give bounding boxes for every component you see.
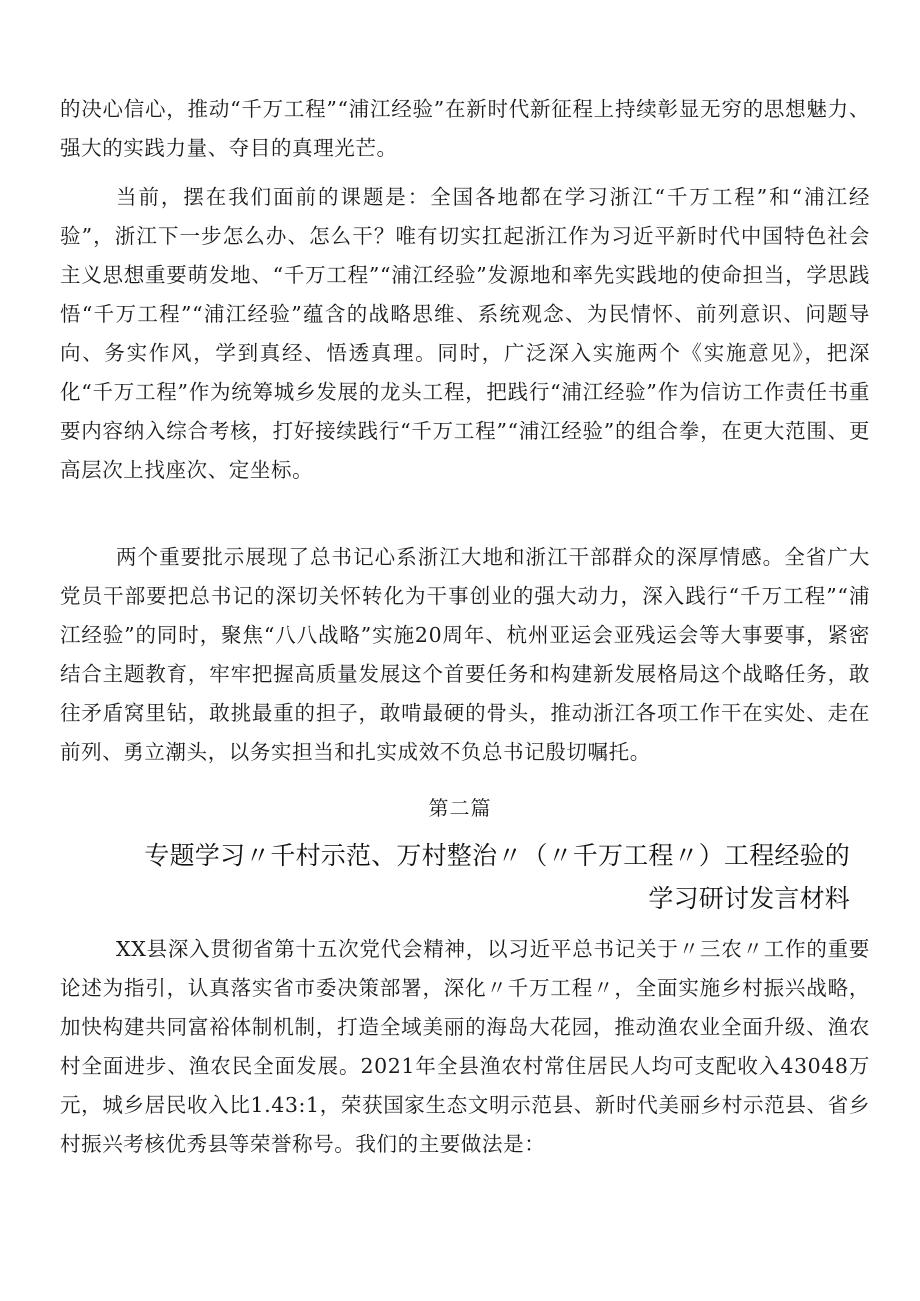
- paragraph-county-intro: XX县深入贯彻省第十五次党代会精神，以习近平总书记关于〃三农〃工作的重要论述为指引，认真落实省市委决策部署，深化〃千万工程〃，全面实施乡村振兴战略，加快构建共同富裕体制机制，打造全域美丽的海岛大花园，推动渔农业全面升级、渔农村全面进步、渔农民全面发展。2021年全县渔农村常住居民人均可支配收入43048万元，城乡居民收入比1.43:1，荣获国家生态文明示范县、新时代美丽乡村示范县、省乡村振兴考核优秀县等荣誉称号。我们的主要做法是：: [60, 937, 870, 1156]
- paragraph-instructions: 两个重要批示展现了总书记心系浙江大地和浙江干部群众的深厚情感。全省广大党员干部要把总书记的深切关怀转化为干事创业的强大动力，深入践行“千万工程”“浦江经验”的同时，聚焦“八八战略”实施20周年、杭州亚运会亚残运会等大事要事，紧密结合主题教育，牢牢把握高质量发展这个首要任务和构建新发展格局这个战略任务，敢往矛盾窝里钻，敢挑最重的担子，敢啃最硬的骨头，推动浙江各项工作干在实处、走在前列、勇立潮头，以务实担当和扎实成效不负总书记殷切嘱托。: [60, 545, 870, 764]
- article-heading: 专题学习〃千村示范、万村整治〃（〃千万工程〃）工程经验的学习研讨发言材料: [144, 841, 850, 913]
- paragraph-continuation: 的决心信心，推动“千万工程”“浦江经验”在新时代新征程上持续彰显无穷的思想魅力、强大的实践力量、夺目的真理光芒。: [60, 97, 870, 160]
- section-label: 第二篇: [428, 796, 492, 820]
- paragraph-current-task: 当前，摆在我们面前的课题是：全国各地都在学习浙江“千万工程”和“浦江经验”，浙江下一步怎么办、怎么干？唯有切实扛起浙江作为习近平新时代中国特色社会主义思想重要萌发地、“千万工程”“浦江经验”发源地和率先实践地的使命担当，学思践悟“千万工程”“浦江经验”蕴含的战略思维、系统观念、为民情怀、前列意识、问题导向、务实作风，学到真经、悟透真理。同时，广泛深入实施两个《实施意见》，把深化“千万工程”作为统筹城乡发展的龙头工程，把践行“浦江经验”作为信访工作责任书重要内容纳入综合考核，打好接续践行“千万工程”“浦江经验”的组合拳，在更大范围、更高层次上找座次、定坐标。: [60, 185, 870, 482]
